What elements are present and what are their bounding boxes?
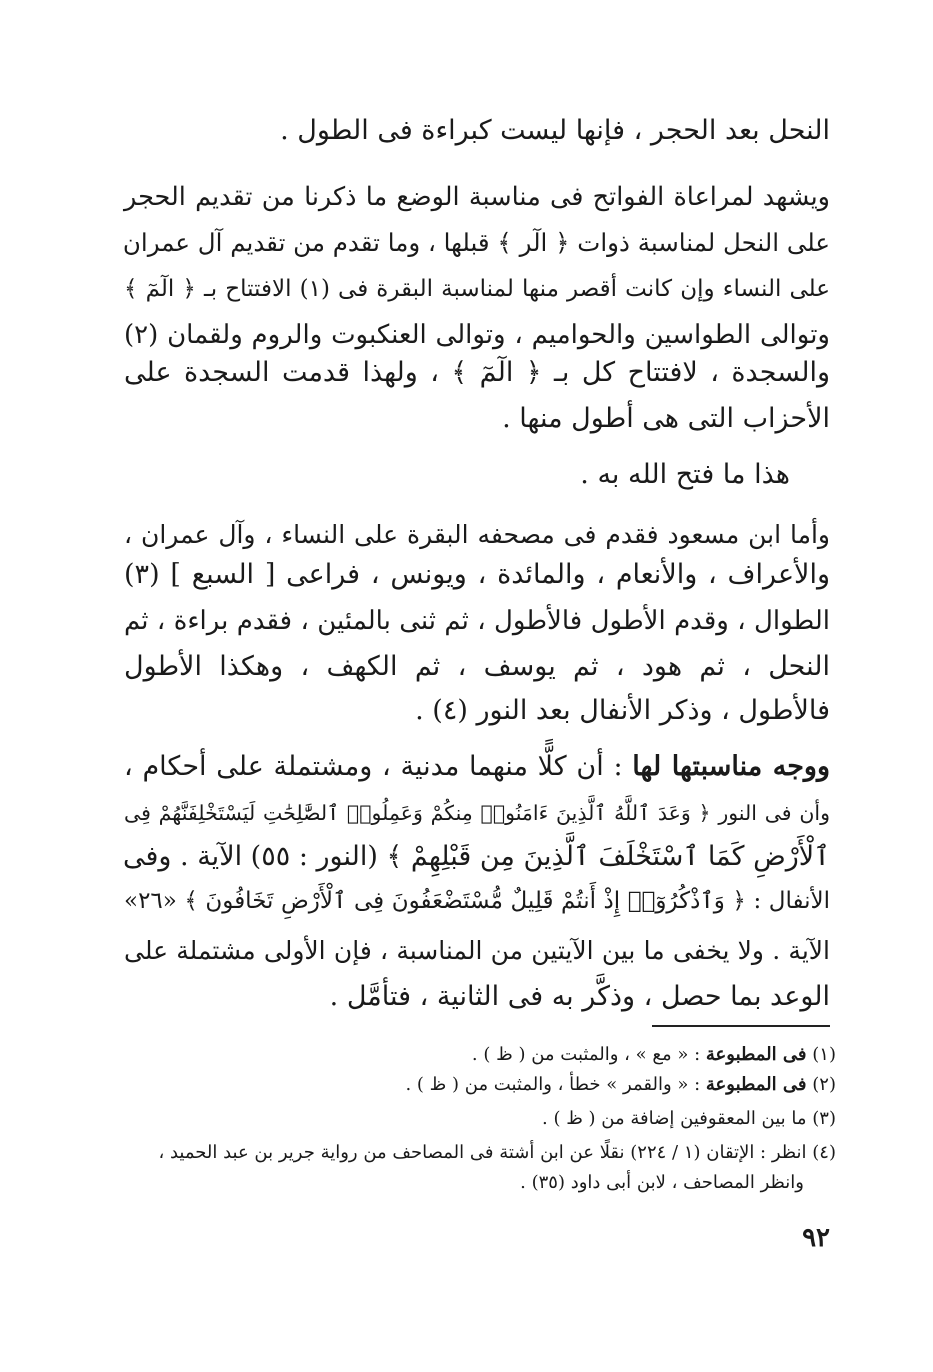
text-line: النحل بعد الحجر ، فإنها ليست كبراءة فى الطول . [280, 115, 830, 146]
text-line: على النحل لمناسبة ذوات ﴿ الٓر ﴾ قبلها ، وما تقدم من تقديم آل عمران [122, 228, 830, 257]
text-line: والسجدة ، لافتتاح كل بـ ﴿ الٓمٓ ﴾ ، ولهذا قدمت السجدة على [124, 357, 830, 388]
text-line: النحل ، ثم هود ، ثم يوسف ، ثم الكهف ، وهكذا الأطول [124, 651, 830, 682]
text-line: ٱلْأَرْضِ كَمَا ٱسْتَخْلَفَ ٱلَّذِينَ مِن قَبْلِهِمْ ﴾ (النور : ٥٥) الآية . وفى [123, 841, 830, 872]
text-line: على النساء وإن كانت أقصر منها لمناسبة البقرة فى (١) الافتتاح بـ ﴿ الٓمٓ ﴾ [124, 276, 830, 302]
text-line: فالأطول ، وذكر الأنفال بعد النور (٤) . [415, 695, 830, 726]
text-line: هذا ما فتح الله به . [580, 459, 790, 490]
footnote-3: (٣) ما بين المعقوفين إضافة من ( ظ ) . [542, 1108, 836, 1129]
text-line: الأحزاب التى هى أطول منها . [502, 403, 830, 434]
footnote-text: : « والقمر » خطأ ، والمثبت من ( ظ ) . [405, 1074, 706, 1095]
footnote-4-line-1: (٤) انظر : الإتقان (١ / ٢٢٤) نقلًا عن ابن أشتة فى المصاحف من رواية جرير بن عبد الحميد ، [158, 1142, 836, 1163]
text-line: الأنفال : ﴿ وَٱذْكُرُوٓا۟ إِذْ أَنتُمْ قَلِيلٌ مُّسْتَضْعَفُونَ فِى ٱلْأَرْضِ تَخَافُونَ ﴾ «٢٦» [124, 888, 830, 914]
text-line: الوعد بما حصل ، وذكَّر به فى الثانية ، فتأمَّل . [329, 981, 830, 1012]
page-number: ٩٢ [802, 1223, 830, 1253]
text-line: ويشهد لمراعاة الفواتح فى مناسبة الوضع ما ذكرنا من تقديم الحجر [124, 182, 830, 212]
footnote-number: (١) [812, 1044, 836, 1065]
text-line: وأن فى النور ﴿ وَعَدَ ٱللَّهُ ٱلَّذِينَ ءَامَنُوا۟ مِنكُمْ وَعَمِلُوا۟ ٱلصَّٰلِحَٰتِ لَيَسْتَخْلِفَنَّهُمْ فِى [124, 801, 830, 825]
text-line: الآية . ولا يخفى ما بين الآيتين من المناسبة ، فإن الأولى مشتملة على [124, 936, 830, 965]
section-heading: ووجه مناسبتها لها [632, 751, 830, 782]
text-line: الطوال ، وقدم الأطول فالأطول ، ثم ثنى بالمئين ، فقدم براءة ، ثم [124, 606, 830, 636]
footnote-text: : « مع » ، والمثبت من ( ظ ) . [471, 1044, 706, 1065]
footnote-1 [124, 1040, 836, 1070]
text-line: والأعراف ، والأنعام ، والمائدة ، ويونس ، فراعى [ السبع ] (٣) [124, 559, 830, 590]
footnote-label: فى المطبوعة [705, 1074, 807, 1095]
footnote-number: (٢) [812, 1074, 836, 1095]
footnote-2 [124, 1070, 836, 1100]
text-span: : أن كلًّا منهما مدنية ، ومشتملة على أحكام ، [124, 751, 633, 782]
footnote-label: فى المطبوعة [705, 1044, 807, 1065]
footnote-4-line-2: وانظر المصاحف ، لابن أبى داود (٣٥) . [520, 1172, 804, 1193]
text-line [124, 744, 830, 790]
text-line: وتوالى الطواسين والحواميم ، وتوالى العنكبوت والروم ولقمان (٢) [124, 320, 830, 350]
text-line: وأما ابن مسعود فقدم فى مصحفه البقرة على النساء ، وآل عمران ، [124, 520, 830, 549]
footnote-separator [652, 1025, 830, 1027]
